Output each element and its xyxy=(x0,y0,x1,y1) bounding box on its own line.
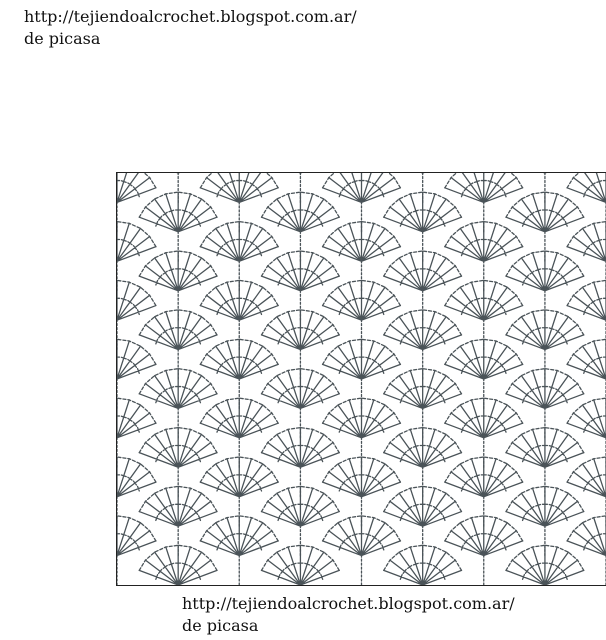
top-caption-url: http://tejiendoalcrochet.blogspot.com.ar/ xyxy=(24,7,357,26)
fan-stitch-icon xyxy=(117,280,156,320)
crochet-chart-frame xyxy=(116,172,606,586)
bottom-source-caption xyxy=(182,593,515,637)
fan-stitch-icon xyxy=(567,222,606,262)
fan-stitch-icon xyxy=(567,457,606,497)
bottom-caption-source: de picasa xyxy=(182,616,259,635)
fan-stitch-icon xyxy=(323,173,401,202)
fan-stitch-icon xyxy=(117,457,156,497)
fan-stitch-icon xyxy=(117,516,156,556)
fan-stitch-icon xyxy=(117,222,156,262)
fan-stitch-icon xyxy=(117,339,156,379)
fan-stitch-icon xyxy=(567,339,606,379)
fan-stitch-icon xyxy=(567,398,606,438)
top-source-caption xyxy=(24,6,357,50)
fan-stitch-icon xyxy=(567,280,606,320)
bottom-caption-url: http://tejiendoalcrochet.blogspot.com.ar/ xyxy=(182,594,515,613)
crochet-shell-stitch-chart-icon xyxy=(117,173,606,585)
top-caption-source: de picasa xyxy=(24,29,101,48)
fan-stitch-icon xyxy=(567,516,606,556)
fan-stitch-icon xyxy=(200,173,278,202)
fan-stitch-icon xyxy=(117,398,156,438)
fan-stitch-icon xyxy=(445,173,523,202)
